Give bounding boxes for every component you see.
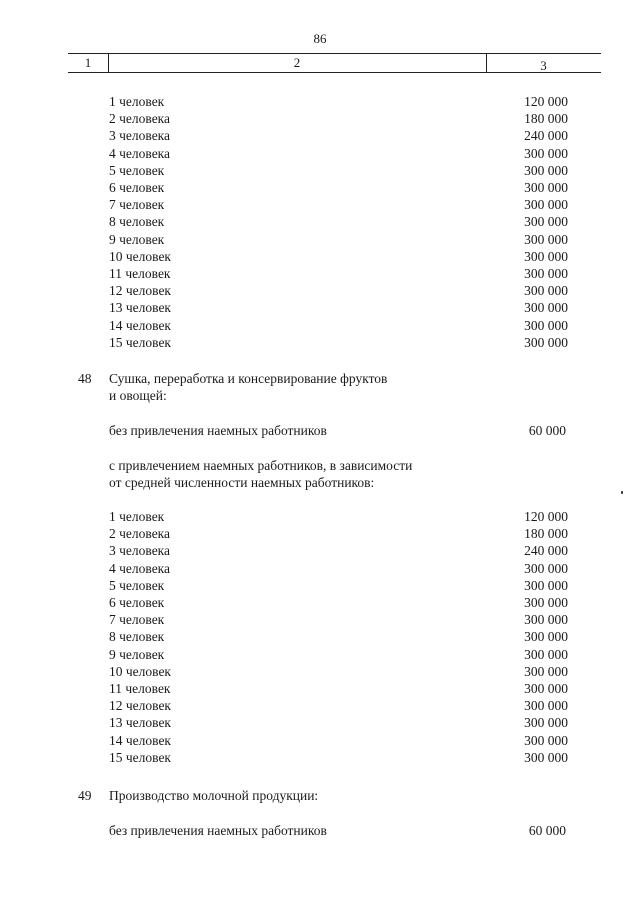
staff-count-label: 4 человека [109, 145, 171, 161]
tax-amount-value: 300 000 [524, 197, 568, 213]
tax-amount-value: 180 000 [524, 111, 568, 127]
item-48-title-line1: Сушка, переработка и консервирование фруктов [109, 371, 388, 386]
header-col-1: 1 [84, 55, 92, 70]
staff-count-label: 11 человек [109, 681, 171, 696]
staff-count-label: 9 человек [109, 231, 165, 247]
staff-count-label: 12 человек [109, 698, 171, 714]
tax-amount-value: 300 000 [524, 663, 568, 679]
tax-amount-value: 300 000 [524, 214, 568, 230]
staff-count-label: 8 человек [109, 629, 165, 645]
item-48-with-hire-line2: от средней численности наемных работников: [109, 475, 375, 490]
tax-amount-value: 300 000 [524, 646, 568, 662]
staff-count-label: 15 человек [109, 334, 171, 350]
tax-amount-value: 300 000 [524, 180, 568, 195]
staff-count-label: 6 человек [109, 595, 165, 610]
item-48-no-hire-label: без привлечения наемных работников [109, 423, 327, 438]
table-header-row [68, 53, 601, 72]
item-49-no-hire-label: без привлечения наемных работников [109, 823, 327, 838]
item-number-49: 49 [78, 788, 92, 803]
tax-amount-value: 300 000 [524, 317, 568, 333]
tax-amount-value: 300 000 [524, 732, 568, 748]
staff-count-label: 12 человек [109, 283, 171, 299]
tax-amount-value: 300 000 [524, 595, 568, 610]
staff-count-label: 13 человек [109, 300, 171, 316]
staff-count-label: 7 человек [109, 612, 165, 628]
staff-count-label: 4 человека [109, 560, 171, 576]
tax-amount-value: 300 000 [524, 629, 568, 645]
staff-count-label: 10 человек [109, 248, 171, 264]
tax-amount-value: 240 000 [524, 543, 568, 559]
header-col-2: 2 [293, 55, 301, 70]
staff-count-label: 13 человек [109, 715, 171, 731]
tax-amount-value: 300 000 [524, 715, 568, 731]
staff-count-label: 6 человек [109, 180, 165, 195]
staff-count-label: 3 человека [109, 543, 171, 559]
tax-amount-value: 300 000 [524, 283, 568, 299]
page-number: 86 [313, 31, 327, 46]
tax-amount-value: 300 000 [524, 612, 568, 628]
staff-count-label: 5 человек [109, 577, 165, 593]
header-col-3: 3 [540, 58, 547, 73]
staff-count-label: 1 человек [109, 94, 165, 109]
tax-amount-value: 180 000 [524, 526, 568, 542]
tax-amount-value: 300 000 [524, 577, 568, 593]
staff-count-label: 14 человек [109, 732, 171, 748]
tax-amount-value: 300 000 [524, 334, 568, 350]
staff-count-label: 2 человека [109, 111, 171, 127]
tax-amount-value: 120 000 [524, 509, 568, 524]
item-48-no-hire-value: 60 000 [528, 423, 566, 438]
tax-amount-value: 300 000 [524, 162, 568, 178]
staff-count-label: 9 человек [109, 646, 165, 662]
staff-count-label: 11 человек [109, 266, 171, 281]
staff-count-label: 14 человек [109, 317, 171, 333]
staff-count-label: 3 человека [109, 128, 171, 144]
tax-amount-value: 300 000 [524, 681, 568, 696]
tax-amount-value: 300 000 [524, 698, 568, 714]
staff-count-label: 7 человек [109, 197, 165, 213]
header-top-rule [68, 53, 601, 54]
tax-amount-value: 300 000 [524, 560, 568, 576]
tax-amount-value: 300 000 [524, 231, 568, 247]
item-number-48: 48 [78, 371, 92, 386]
item-48-title-line2: и овощей: [109, 388, 167, 403]
staff-count-label: 2 человека [109, 526, 171, 542]
staff-count-label: 10 человек [109, 663, 171, 679]
item-49-no-hire-value: 60 000 [528, 823, 566, 838]
tax-amount-value: 300 000 [524, 248, 568, 264]
tax-amount-value: 300 000 [524, 300, 568, 316]
staff-count-label: 15 человек [109, 749, 171, 765]
tax-amount-value: 240 000 [524, 128, 568, 144]
tax-amount-value: 300 000 [524, 266, 568, 281]
item-48-with-hire-line1: с привлечением наемных работников, в зависимости [109, 458, 413, 473]
tax-amount-value: 300 000 [524, 749, 568, 765]
scan-speck [621, 491, 623, 494]
staff-count-label: 5 человек [109, 162, 165, 178]
staff-count-label: 1 человек [109, 509, 165, 524]
staff-count-label: 8 человек [109, 214, 165, 230]
item-49-title: Производство молочной продукции: [109, 788, 319, 803]
tax-amount-value: 120 000 [524, 94, 568, 109]
tax-amount-value: 300 000 [524, 145, 568, 161]
